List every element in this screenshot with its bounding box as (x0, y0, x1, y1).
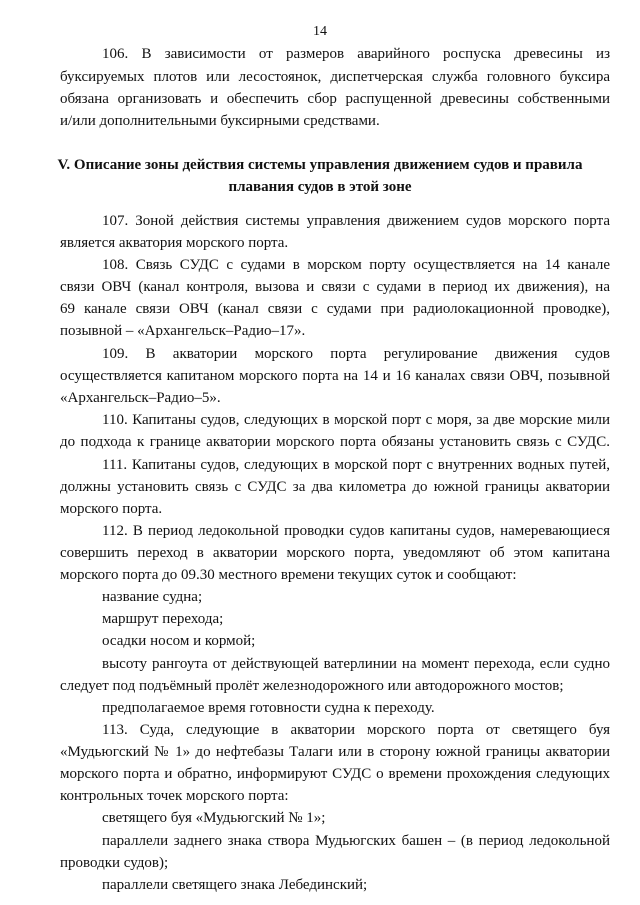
p112-item-readiness-time: предполагаемое время готовности судна к переходу. (102, 700, 435, 716)
p111-line-2: должны установить связь с СУДС за два километра до южной границы акватории (60, 479, 610, 495)
p112-line-3: морского порта до 09.30 местного времени текущих суток и сообщают: (60, 567, 517, 583)
p108-line-2: связи ОВЧ (канал контроля, вызова и связи с судами в период их движения), на (60, 279, 610, 295)
p111-line-3: морского порта. (60, 501, 163, 517)
p113-item-mudyug-towers-line-1: параллели заднего знака створа Мудьюгских башен – (в период ледокольной (102, 833, 610, 849)
p108-line-1: 108. Связь СУДС с судами в морском порту осуществляется на 14 канале (102, 257, 610, 273)
p109-line-2: осуществляется капитаном морского порта на 14 и 16 каналах связи ОВЧ, позывной (60, 368, 610, 384)
p112-item-mast-height-line-2: следует под подъёмный пролёт железнодорожного или автодорожного мостов; (60, 678, 564, 694)
p109-line-1: 109. В акватории морского порта регулирование движения судов (102, 346, 610, 362)
p113-item-mudyug-towers-line-2: проводки судов); (60, 855, 169, 871)
p112-item-mast-height-line-1: высоту рангоута от действующей ватерлинии на момент перехода, если судно (102, 656, 610, 672)
p106-line-4: и/или дополнительными буксирными средствами. (60, 113, 380, 129)
p110-line-1: 110. Капитаны судов, следующих в морской порт с моря, за две морские мили (102, 412, 610, 428)
section-heading-line-2: плавания судов в этой зоне (228, 179, 412, 195)
p108-line-3: 69 канале связи ОВЧ (канал связи с судами при радиолокационной проводке), (60, 301, 610, 317)
p113-item-buoy-mudyugsky: светящего буя «Мудьюгский № 1»; (102, 810, 326, 826)
p111-line-1: 111. Капитаны судов, следующих в морской порт с внутренних водных путей, (102, 457, 610, 473)
page-number: 14 (313, 24, 327, 39)
p110-line-2: до подхода к границе акватории морского порта обязаны установить связь с СУДС. (60, 434, 610, 450)
p108-line-4: позывной – «Архангельск–Радио–17». (60, 323, 306, 339)
p107-line-1: 107. Зоной действия системы управления движением судов морского порта (102, 213, 610, 229)
p109-line-3: «Архангельск–Радио–5». (60, 390, 221, 406)
p106-line-1: 106. В зависимости от размеров аварийного роспуска древесины из (102, 46, 610, 62)
p113-item-lebedinsky: параллели светящего знака Лебединский; (102, 877, 368, 893)
section-heading-line-1: V. Описание зоны действия системы управления движением судов и правила (57, 157, 583, 173)
p112-item-vessel-name: название судна; (102, 589, 203, 605)
p107-line-2: является акватория морского порта. (60, 235, 289, 251)
p113-line-2: «Мудьюгский № 1» до нефтебазы Талаги или в сторону южной границы акватории (60, 744, 610, 760)
p112-item-draft: осадки носом и кормой; (102, 633, 256, 649)
p112-line-1: 112. В период ледокольной проводки судов капитаны судов, намеревающиеся (102, 523, 610, 539)
p106-line-2: буксируемых плотов или лесостоянок, диспетчерская служба головного буксира (60, 69, 610, 85)
p113-line-1: 113. Суда, следующие в акватории морского порта от светящего буя (102, 722, 610, 738)
p112-item-route: маршрут перехода; (102, 611, 224, 627)
p113-line-3: морского порта и обратно, информируют СУДС о времени прохождения следующих (60, 766, 610, 782)
p112-line-2: совершить переход в акватории морского порта, уведомляют об этом капитана (60, 545, 610, 561)
p106-line-3: обязана организовать и обеспечить сбор распущенной древесины собственными (60, 91, 610, 107)
p113-line-4: контрольных точек морского порта: (60, 788, 289, 804)
